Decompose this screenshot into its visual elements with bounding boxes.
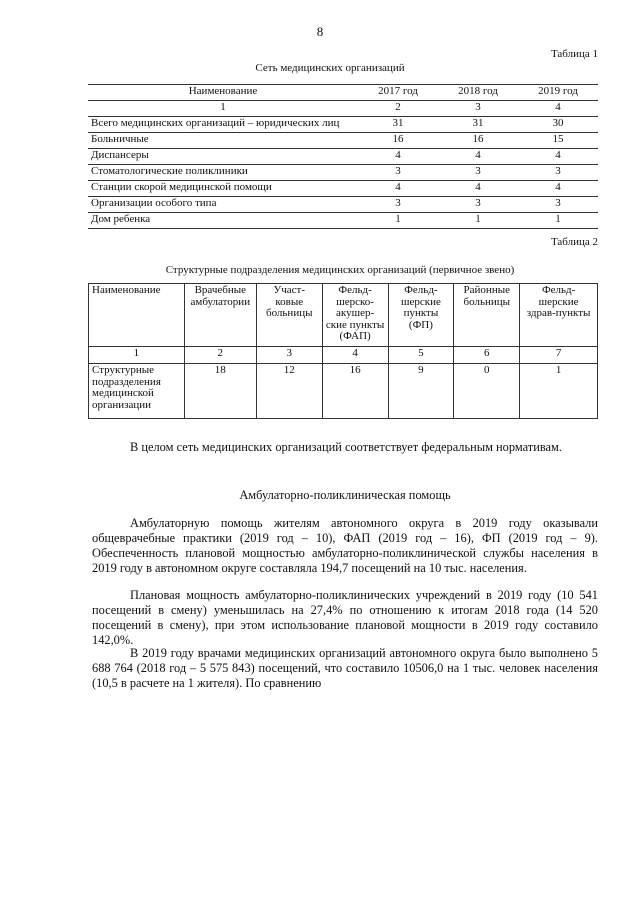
table2-colnum-row: [89, 347, 598, 364]
table1-cell-2018: 31: [438, 117, 518, 133]
table1-cell-2018: 16: [438, 133, 518, 149]
table1-cell-2019: 4: [518, 149, 598, 165]
page-number: 8: [316, 24, 324, 39]
table2-cell: 0: [454, 364, 520, 419]
intro-paragraph: В целом сеть медицинских организаций соответствует федеральным нормативам.: [130, 440, 562, 454]
table1-cell-2018: 4: [438, 181, 518, 197]
table1-cell-name: Организации особого типа: [88, 197, 358, 213]
table1-header-2017: 2017 год: [358, 85, 438, 101]
table1-cell-2017: 4: [358, 181, 438, 197]
table2-cell: 9: [388, 364, 454, 419]
table1-cell-name: Больничные: [88, 133, 358, 149]
table1-cell-name: Всего медицинских организаций – юридических лиц: [88, 117, 358, 133]
table2-header: Участ-ковые больницы: [256, 284, 322, 347]
table1-title: Сеть медицинских организаций: [255, 62, 405, 74]
table2-cell-name: Структурные подразделения медицинской организации: [89, 364, 185, 419]
table1-cell-2017: 31: [358, 117, 438, 133]
table2-colnum: 3: [256, 347, 322, 364]
table1-header-2019: 2019 год: [518, 85, 598, 101]
table1-cell-name: Станции скорой медицинской помощи: [88, 181, 358, 197]
table1-cell-2017: 16: [358, 133, 438, 149]
table2-cell: 18: [184, 364, 256, 419]
table1-header-2018: 2018 год: [438, 85, 518, 101]
table-row: [88, 133, 598, 149]
table1-header-name: Наименование: [88, 85, 358, 101]
table1-cell-2017: 1: [358, 213, 438, 229]
paragraph-3: В 2019 году врачами медицинских организаций автономного округа было выполнено 5 688 764 (2018 год – 5 575 843) посещений, что составило 10506,0 на 1 тыс. человек населения (10,5 в расчете на 1 жителя). По сравнению: [92, 646, 598, 690]
table-row: [88, 117, 598, 133]
table2-cell: 12: [256, 364, 322, 419]
table2-colnum: 5: [388, 347, 454, 364]
table-row: [88, 165, 598, 181]
table1-colnum: 4: [518, 101, 598, 117]
table2: [88, 283, 598, 419]
table1-cell-name: Стоматологические поликлиники: [88, 165, 358, 181]
table-row: [89, 364, 598, 419]
table1-cell-2019: 1: [518, 213, 598, 229]
paragraph-2: Плановая мощность амбулаторно-поликлинических учреждений в 2019 году (10 541 посещений в смену) уменьшилась на 27,4% по отношению к итогам 2018 года (14 520 посещений в смену), при этом использование плановой мощности в 2019 году составило 142,0%.: [92, 588, 598, 647]
table2-cell: 1: [520, 364, 598, 419]
table1-colnum: 3: [438, 101, 518, 117]
table-row: [88, 197, 598, 213]
table1-colnum: 2: [358, 101, 438, 117]
table1-cell-2018: 1: [438, 213, 518, 229]
table1-cell-2019: 3: [518, 197, 598, 213]
table2-colnum: 1: [89, 347, 185, 364]
table2-colnum: 6: [454, 347, 520, 364]
table1-label: Таблица 1: [550, 48, 598, 60]
table2-header: Фельд-шерско-акушер-ские пункты (ФАП): [322, 284, 388, 347]
table2-header-row: [89, 284, 598, 347]
table-row: [88, 181, 598, 197]
table1-cell-name: Дом ребенка: [88, 213, 358, 229]
table1-cell-2017: 3: [358, 165, 438, 181]
table1-cell-2018: 3: [438, 165, 518, 181]
table2-header: Врачебные амбулатории: [184, 284, 256, 347]
section-heading: Амбулаторно-поликлиническая помощь: [239, 488, 451, 502]
table2-header: Фельд-шерские здрав-пункты: [520, 284, 598, 347]
table1: [88, 84, 598, 229]
table1-cell-2018: 4: [438, 149, 518, 165]
table2-header: Районные больницы: [454, 284, 520, 347]
table1-cell-2019: 4: [518, 181, 598, 197]
table2-colnum: 2: [184, 347, 256, 364]
table-row: [88, 149, 598, 165]
table1-cell-2017: 3: [358, 197, 438, 213]
paragraph-1: Амбулаторную помощь жителям автономного округа в 2019 году оказывали общеврачебные практики (2019 год – 10), ФАП (2019 год – 16), ФП (2019 год – 9). Обеспеченность плановой мощностью амбулаторно-поликлинической службы населения в 2019 году в автономном округе составляла 194,7 посещений на 10 тыс. населения.: [92, 516, 598, 575]
table2-colnum: 7: [520, 347, 598, 364]
table1-cell-2019: 30: [518, 117, 598, 133]
table1-header-row: [88, 85, 598, 101]
table-row: [88, 213, 598, 229]
table1-cell-name: Диспансеры: [88, 149, 358, 165]
table1-cell-2019: 3: [518, 165, 598, 181]
table2-cell: 16: [322, 364, 388, 419]
table1-cell-2017: 4: [358, 149, 438, 165]
table2-header: Фельд-шерские пункты (ФП): [388, 284, 454, 347]
table1-colnum-row: [88, 101, 598, 117]
table2-header: Наименование: [89, 284, 185, 347]
table1-cell-2018: 3: [438, 197, 518, 213]
table2-title: Структурные подразделения медицинских организаций (первичное звено): [165, 264, 515, 276]
table2-label: Таблица 2: [550, 236, 598, 248]
table1-cell-2019: 15: [518, 133, 598, 149]
table2-colnum: 4: [322, 347, 388, 364]
table1-colnum: 1: [88, 101, 358, 117]
